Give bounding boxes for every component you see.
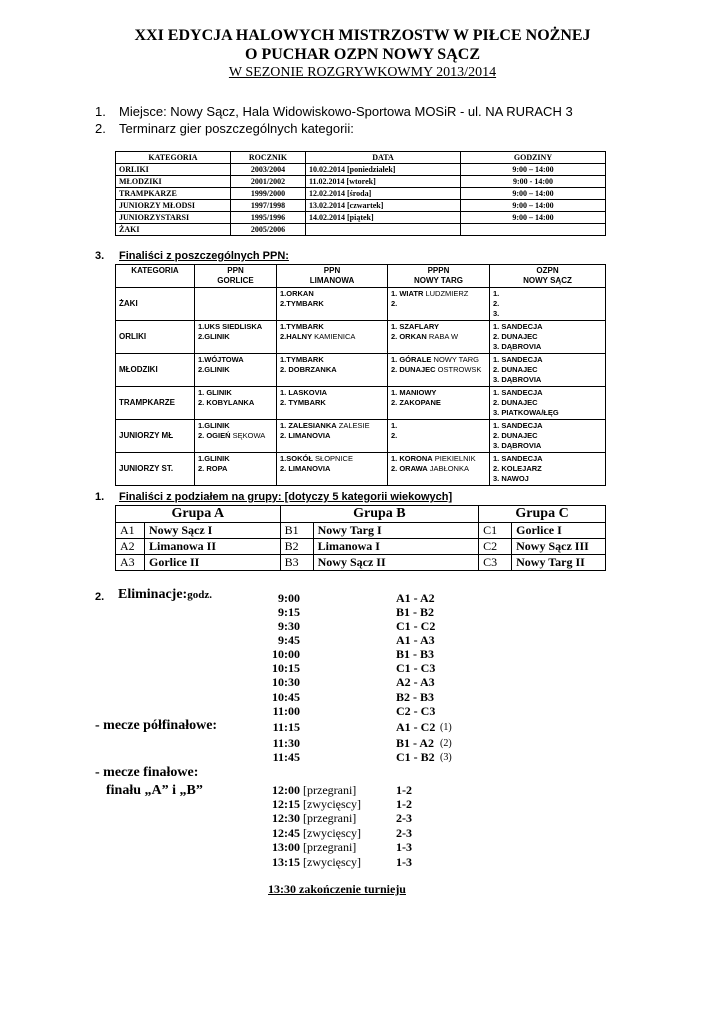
team-name: 2. ORAWA <box>391 464 428 473</box>
cell <box>490 321 606 354</box>
cell: 1995/1996 <box>231 212 306 224</box>
team: 2. DOBRZANKA <box>280 365 337 374</box>
team-name: 1. <box>391 421 398 430</box>
team <box>391 322 486 332</box>
eliminations-label-text: Eliminacje: <box>118 587 188 602</box>
match-time: 10:45 <box>272 690 300 704</box>
team-name: Nowy Sącz I <box>145 523 281 539</box>
table-row <box>116 164 606 176</box>
team-name: 1. KORONA <box>391 454 433 463</box>
cell <box>195 420 277 453</box>
team-name: 2.HALNY <box>280 332 313 341</box>
team-code: B3 <box>280 555 313 571</box>
column-header-line: GORLICE <box>217 276 254 285</box>
table-row <box>116 555 606 571</box>
match-time: 12:30 <box>272 811 300 825</box>
match-time: 11:15 <box>272 720 300 734</box>
team: 2.GLINIK <box>198 332 230 341</box>
team: 1.GLINIK <box>198 454 230 463</box>
match-pair: 2-3 <box>396 811 412 825</box>
table-row <box>116 224 606 236</box>
cell: 2003/2004 <box>231 164 306 176</box>
team: 3. DĄBROVIA <box>493 342 542 351</box>
team-name: 2. <box>391 431 398 440</box>
team-town: SĘKOWA <box>230 431 266 440</box>
cell: 9:00 – 14:00 <box>461 164 606 176</box>
column-header: ROCZNIK <box>231 152 306 164</box>
cell: 1999/2000 <box>231 188 306 200</box>
column-header-line: LIMANOWA <box>309 276 355 285</box>
team-code: C3 <box>479 555 512 571</box>
team <box>280 332 384 342</box>
category-cell: JUNIORZY MŁ <box>116 420 195 453</box>
cell <box>388 420 490 453</box>
team <box>391 365 486 375</box>
cell: 11.02.2014 [wtorek] <box>306 176 461 188</box>
cell: 13.02.2014 [czwartek] <box>306 200 461 212</box>
section-number: 2. <box>95 591 105 603</box>
match-pair: B2 - B3 <box>396 690 435 704</box>
match-time: 9:30 <box>278 619 300 633</box>
match-pair: A1 - A3 <box>396 633 435 647</box>
table-row <box>116 453 606 486</box>
group-header: Grupa A <box>116 506 281 523</box>
team: 1. SANDECJA <box>493 421 543 430</box>
match-tag: (2) <box>440 738 452 749</box>
team <box>391 431 486 441</box>
team <box>391 454 486 464</box>
team <box>280 322 384 332</box>
cell <box>306 224 461 236</box>
doc-title-line1: XXI EDYCJA HALOWYCH MISTRZOSTW W PIŁCE NOŻNEJ <box>134 27 591 44</box>
category-cell: JUNIORZY ST. <box>116 453 195 486</box>
finalists-table <box>115 264 606 486</box>
match-time: 11:30 <box>272 736 300 750</box>
cell: 2001/2002 <box>231 176 306 188</box>
match-time: 9:45 <box>278 633 300 647</box>
team-code: A2 <box>116 539 145 555</box>
cell <box>195 354 277 387</box>
match-pair: B1 - A2 <box>396 736 435 750</box>
table-row <box>116 523 606 539</box>
team-name: Nowy Targ I <box>313 523 479 539</box>
team: 2. KOBYLANKA <box>198 398 255 407</box>
team <box>391 388 486 398</box>
team-name: Nowy Sącz III <box>512 539 606 555</box>
team-name: 2. LIMANOVIA <box>280 431 331 440</box>
column-header <box>116 265 195 288</box>
cell <box>490 354 606 387</box>
match-pair: 1-3 <box>396 840 412 854</box>
category-cell: ORLIKI <box>116 321 195 354</box>
team: 2. DUNAJEC <box>493 431 538 440</box>
team <box>391 398 486 408</box>
column-header-line: NOWY SĄCZ <box>523 276 572 285</box>
team: 1.WÓJTOWA <box>198 355 244 364</box>
team: 3. NAWOJ <box>493 474 529 483</box>
match-pair: A1 - C2 <box>396 720 436 734</box>
cell <box>195 453 277 486</box>
cell <box>277 354 388 387</box>
team: 2. <box>493 299 500 308</box>
final-label: - mecze finałowe: <box>95 765 199 780</box>
category-cell: MŁODZIKI <box>116 354 195 387</box>
cell <box>388 453 490 486</box>
team: 1. SANDECJA <box>493 322 543 331</box>
match-note: [przegrani] <box>303 840 357 854</box>
section-number: 1. <box>95 491 105 503</box>
cell: ORLIKI <box>116 164 231 176</box>
category-cell: TRAMPKARZE <box>116 387 195 420</box>
match-time: 10:15 <box>272 661 300 675</box>
team-name: 1.GLINIK <box>198 421 230 430</box>
team: 2. ROPA <box>198 464 228 473</box>
table-row <box>116 387 606 420</box>
cell: 12.02.2014 [środa] <box>306 188 461 200</box>
team: 2. DUNAJEC <box>493 365 538 374</box>
tournament-closing: 13:30 zakończenie turnieju <box>268 882 406 896</box>
team: 1. LASKOVIA <box>280 388 328 397</box>
team: 1. GLINIK <box>198 388 232 397</box>
team <box>280 431 384 441</box>
cell <box>277 387 388 420</box>
column-header: KATEGORIA <box>116 152 231 164</box>
team: 3. DĄBROVIA <box>493 375 542 384</box>
match-pair: 1-2 <box>396 783 412 797</box>
team-name: 2. ZAKOPANE <box>391 398 441 407</box>
team-name: 2. ORKAN <box>391 332 427 341</box>
team <box>280 421 384 431</box>
team: 2. DUNAJEC <box>493 332 538 341</box>
team <box>391 421 486 431</box>
match-pair: B1 - B3 <box>396 647 435 661</box>
match-time: 12:00 <box>272 783 300 797</box>
team <box>391 355 486 365</box>
team <box>391 289 486 299</box>
cell: 14.02.2014 [piątek] <box>306 212 461 224</box>
team <box>391 332 486 342</box>
cell <box>277 321 388 354</box>
table-row <box>116 321 606 354</box>
team-name: 2. LIMANOVIA <box>280 464 331 473</box>
team-town: NOWY TARG <box>431 355 479 364</box>
team: 2. KOLEJARZ <box>493 464 542 473</box>
match-time: 11:45 <box>272 750 300 764</box>
team: 2. DUNAJEC <box>493 398 538 407</box>
cell <box>388 387 490 420</box>
team-name: 1.TYMBARK <box>280 322 324 331</box>
column-header <box>195 265 277 288</box>
team-name: 1. MANIOWY <box>391 388 437 397</box>
match-pair: B1 - B2 <box>396 605 435 619</box>
team-code: C1 <box>479 523 512 539</box>
cell <box>490 387 606 420</box>
team-code: B2 <box>280 539 313 555</box>
team: 1.ORKAN <box>280 289 314 298</box>
column-header-line: PPN <box>323 266 341 275</box>
match-pair: 1-2 <box>396 797 412 811</box>
team-code: A1 <box>116 523 145 539</box>
column-header-line: PPN <box>227 266 244 275</box>
team-code: C2 <box>479 539 512 555</box>
semifinal-label: - mecze półfinałowe: <box>95 718 218 733</box>
doc-title-line2: O PUCHAR OZPN NOWY SĄCZ <box>245 46 480 63</box>
match-tag: (1) <box>440 722 452 733</box>
team-code: A3 <box>116 555 145 571</box>
team-name: 1. GÓRALE <box>391 355 432 364</box>
table-row <box>116 539 606 555</box>
doc-subtitle: W SEZONIE ROZGRYWKOWMY 2013/2014 <box>228 65 497 80</box>
team-name: Nowy Sącz II <box>313 555 479 571</box>
match-time: 9:00 <box>278 591 300 605</box>
team-name: 1. SZAFLARY <box>391 322 440 331</box>
match-pair: C1 - C3 <box>396 661 436 675</box>
team-name: Gorlice II <box>145 555 281 571</box>
team <box>280 454 384 464</box>
team: 3. PIATKOWA/ŁĘG <box>493 408 559 417</box>
column-header: DATA <box>306 152 461 164</box>
match-pair: A1 - A2 <box>396 591 435 605</box>
column-header <box>388 265 490 288</box>
table-row <box>116 420 606 453</box>
cell <box>388 321 490 354</box>
column-header-line: PPPN <box>427 266 450 275</box>
team-town: OSTROWSK <box>435 365 482 374</box>
match-note: [zwycięscy] <box>303 826 361 840</box>
cell: JUNIORZYSTARSI <box>116 212 231 224</box>
table-row <box>116 354 606 387</box>
team <box>391 299 486 309</box>
match-pair: A2 - A3 <box>396 675 435 689</box>
match-time: 13:00 <box>272 840 300 854</box>
cell: 1997/1998 <box>231 200 306 212</box>
table-row <box>116 188 606 200</box>
groups-title: Finaliści z podziałem na grupy: [dotyczy 5 kategorii wiekowych] <box>119 491 453 503</box>
team-name: Gorlice I <box>512 523 606 539</box>
column-header-line: OZPN <box>536 266 559 275</box>
cell <box>195 321 277 354</box>
team-town: RABA W <box>426 332 459 341</box>
cell: 9:00 – 14:00 <box>461 200 606 212</box>
cell: 9:00 - 14:00 <box>461 176 606 188</box>
team: 1.TYMBARK <box>280 355 324 364</box>
team-name: Limanowa II <box>145 539 281 555</box>
team <box>198 431 273 441</box>
match-note: [zwycięscy] <box>303 855 361 869</box>
table-header-row <box>116 152 606 164</box>
cell: TRAMPKARZE <box>116 188 231 200</box>
team <box>198 421 273 431</box>
match-pair: C2 - C3 <box>396 704 436 718</box>
category-cell: ŻAKI <box>116 288 195 321</box>
groups-table <box>115 505 606 571</box>
match-time: 11:00 <box>272 704 300 718</box>
match-pair: C1 - C2 <box>396 619 436 633</box>
cell: 9:00 – 14:00 <box>461 212 606 224</box>
cell <box>277 453 388 486</box>
table-row <box>116 176 606 188</box>
cell <box>277 288 388 321</box>
cell <box>277 420 388 453</box>
team-town: KAMIENICA <box>312 332 356 341</box>
eliminations-label <box>118 587 212 603</box>
cell: ŻAKI <box>116 224 231 236</box>
team: 1. <box>493 289 500 298</box>
match-tag: (3) <box>440 752 452 763</box>
match-note: [zwycięscy] <box>303 797 361 811</box>
info-item-schedule: Terminarz gier poszczególnych kategorii: <box>119 121 354 136</box>
team <box>391 464 486 474</box>
table-header-row <box>116 265 606 288</box>
table-row <box>116 200 606 212</box>
column-header-line: NOWY TARG <box>413 276 464 285</box>
team-code: B1 <box>280 523 313 539</box>
cell <box>490 420 606 453</box>
eliminations-label-suffix: godz. <box>187 589 212 601</box>
info-item-number: 1. <box>95 104 106 119</box>
team: 1.UKS SIEDLISKA <box>198 322 263 331</box>
match-time: 12:15 <box>272 797 300 811</box>
match-pair: 1-3 <box>396 855 412 869</box>
cell <box>388 354 490 387</box>
match-pair: 2-3 <box>396 826 412 840</box>
team: 2.GLINIK <box>198 365 230 374</box>
team: 2. TYMBARK <box>280 398 326 407</box>
team: 3. DĄBROVIA <box>493 441 542 450</box>
cell: 9:00 – 14:00 <box>461 188 606 200</box>
column-header <box>277 265 388 288</box>
cell <box>195 288 277 321</box>
cell <box>195 387 277 420</box>
match-time: 10:30 <box>272 675 300 689</box>
cell <box>461 224 606 236</box>
match-note: [przegrani] <box>303 783 357 797</box>
team <box>280 464 384 474</box>
team-town: LUDZMIERZ <box>423 289 469 298</box>
info-item-number: 2. <box>95 121 106 136</box>
match-time: 12:45 <box>272 826 300 840</box>
team-name: 1.SOKÓŁ <box>280 454 313 463</box>
match-note: [przegrani] <box>303 811 357 825</box>
team: 3. <box>493 309 500 318</box>
column-header <box>490 265 606 288</box>
column-header-line: KATEGORIA <box>131 266 179 275</box>
team-name: 1. ZALESIANKA <box>280 421 337 430</box>
table-header-row <box>116 506 606 523</box>
group-header: Grupa B <box>280 506 479 523</box>
finalists-title: Finaliści z poszczególnych PPN: <box>119 250 289 262</box>
cell <box>490 288 606 321</box>
team-town: SŁOPNICE <box>312 454 353 463</box>
match-pair: C1 - B2 <box>396 750 435 764</box>
group-header: Grupa C <box>479 506 606 523</box>
team: 1. SANDECJA <box>493 454 543 463</box>
section-number: 3. <box>95 250 105 262</box>
team-name: Nowy Targ II <box>512 555 606 571</box>
team-town: ZALESIE <box>336 421 370 430</box>
team-name: 2. DUNAJEC <box>391 365 436 374</box>
cell: 2005/2006 <box>231 224 306 236</box>
team: 1. SANDECJA <box>493 355 543 364</box>
table-row <box>116 212 606 224</box>
match-time: 13:15 <box>272 855 300 869</box>
schedule-table <box>115 151 606 236</box>
team-name: 1. WIATR <box>391 289 424 298</box>
team: 2.TYMBARK <box>280 299 324 308</box>
cell <box>490 453 606 486</box>
info-item-location: Miejsce: Nowy Sącz, Hala Widowiskowo-Sportowa MOSiR - ul. NA RURACH 3 <box>119 104 573 119</box>
table-row <box>116 288 606 321</box>
team-town: PIEKIELNIK <box>432 454 476 463</box>
column-header: GODZINY <box>461 152 606 164</box>
cell: MŁODZIKI <box>116 176 231 188</box>
final-label-ab: finału „A” i „B” <box>106 783 203 798</box>
team-town: JABŁONKA <box>427 464 469 473</box>
cell: JUNIORZY MŁODSI <box>116 200 231 212</box>
cell <box>388 288 490 321</box>
team: 1. SANDECJA <box>493 388 543 397</box>
cell: 10.02.2014 [poniedziałek] <box>306 164 461 176</box>
team-name: 2. <box>391 299 398 308</box>
team-name: 2. OGIEŃ <box>198 431 231 440</box>
match-time: 9:15 <box>278 605 300 619</box>
match-time: 10:00 <box>272 647 300 661</box>
team-name: Limanowa I <box>313 539 479 555</box>
